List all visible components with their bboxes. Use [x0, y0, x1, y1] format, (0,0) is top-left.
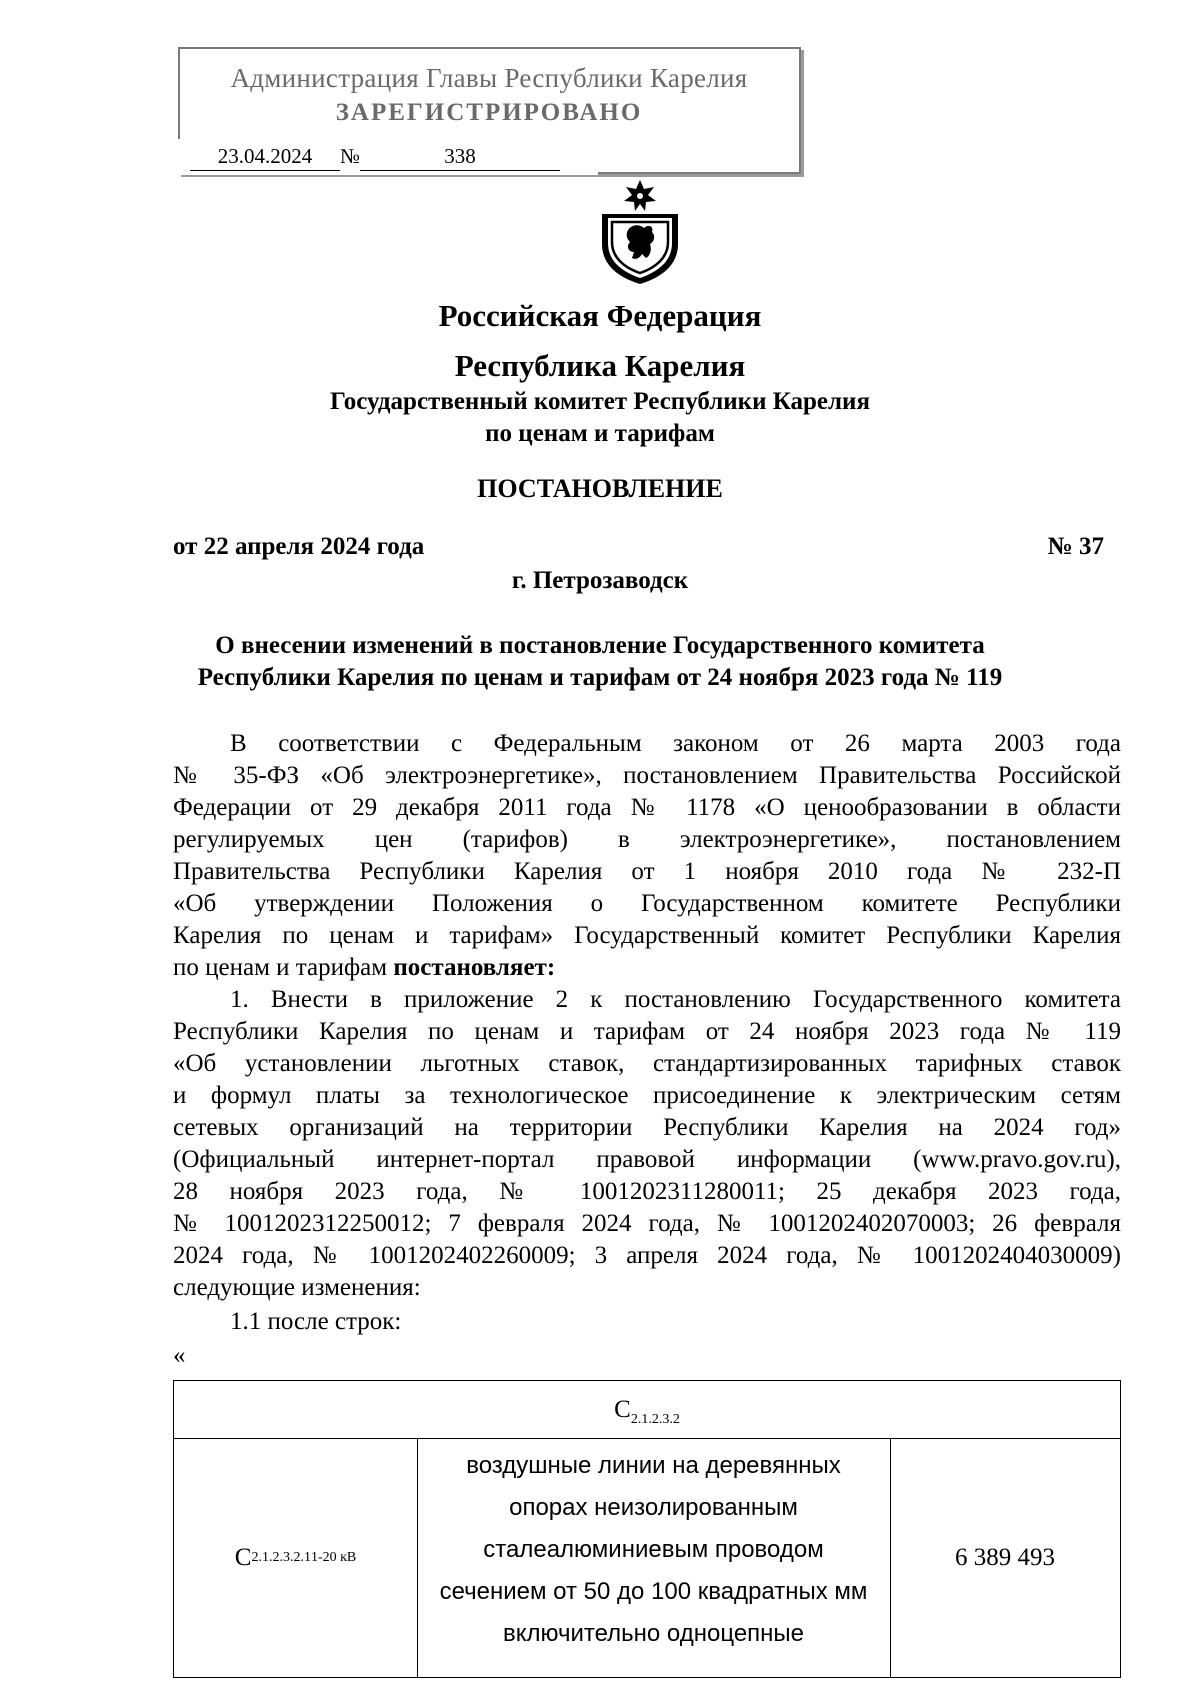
item1-line: Республики Карелия по ценам и тарифам от 24 ноября 2023 года № 119: [173, 1018, 1121, 1045]
table-header-row: $С_{2.1.2.3.2}$: [174, 1381, 1120, 1439]
federation-title: Российская Федерация: [438, 298, 762, 333]
table-cell-value: 6 389 493: [955, 1543, 1055, 1571]
table-cell-description: воздушные линии на деревянных опорах неизолированным сталеалюминиевым проводом сечением от 50 до 100 квадратных мм включительно одноцепные: [417, 1438, 891, 1677]
item1-line: 2024 года, № 1001202402260009; 3 апреля 2024 года, № 1001202404030009): [173, 1242, 1121, 1269]
document-date: от 22 апреля 2024 года: [173, 533, 425, 560]
stamp-date-line: [190, 144, 560, 171]
preamble-last-line: по ценам и тарифам постановляет:: [173, 954, 556, 981]
item1-line: (Официальный интернет-портал правовой информации (www.pravo.gov.ru),: [173, 1146, 1121, 1173]
committee-title-line2: по ценам и тарифам: [485, 420, 715, 447]
subject-line-2: Республики Карелия по ценам и тарифам от 24 ноября 2023 года № 119: [197, 664, 1003, 691]
item1-line: № 1001202312250012; 7 февраля 2024 года, № 1001202402070003; 26 февраля: [173, 1210, 1121, 1237]
rates-table: [173, 1380, 1121, 1678]
preamble-line: «Об утверждении Положения о Государственном комитете Республики: [173, 890, 1121, 917]
item1-line: и формул платы за технологическое присоединение к электрическим сетям: [173, 1082, 1121, 1109]
preamble-line: Карелия по ценам и тарифам» Государственный комитет Республики Карелия: [173, 922, 1121, 949]
preamble-line: регулируемых цен (тарифов) в электроэнергетике», постановлением: [173, 826, 1121, 853]
item1-last-line: следующие изменения:: [173, 1274, 421, 1301]
coat-of-arms-icon: [592, 178, 688, 286]
stamp-date: 23.04.2024: [190, 144, 340, 171]
resolves-word: постановляет:: [393, 954, 556, 981]
document-type: ПОСТАНОВЛЕНИЕ: [477, 474, 723, 503]
subject-line-1: О внесении изменений в постановление Государственного комитета: [215, 632, 985, 659]
item1-line: 28 ноября 2023 года, № 1001202311280011; 25 декабря 2023 года,: [173, 1178, 1121, 1205]
stamp-registered: ЗАРЕГИСТРИРОВАНО: [335, 99, 643, 126]
document-city: г. Петрозаводск: [511, 567, 689, 594]
preamble-line: Правительства Республики Карелия от 1 ноября 2010 года № 232-П: [173, 858, 1121, 885]
quote-open: «: [173, 1342, 186, 1369]
stamp-number-sign: №: [340, 144, 361, 168]
table-cell-code: С 2.1.2.3.2.1 1-20 кВ: [174, 1438, 418, 1677]
item1-line: 1. Внести в приложение 2 к постановлению Государственного комитета: [230, 986, 1121, 1013]
republic-title: Республика Карелия: [454, 348, 746, 383]
committee-title-line1: Государственный комитет Республики Карелия: [330, 388, 870, 415]
item1-1: 1.1 после строк:: [230, 1308, 402, 1335]
stamp-authority: Администрация Главы Республики Карелия: [230, 63, 748, 93]
item1-line: «Об установлении льготных ставок, стандартизированных тарифных ставок: [173, 1050, 1121, 1077]
document-number: № 37: [1047, 533, 1104, 560]
stamp-number: 338: [360, 144, 560, 171]
preamble-line: Федерации от 29 декабря 2011 года № 1178 «О ценообразовании в области: [173, 794, 1121, 821]
preamble-line: В соответствии с Федеральным законом от 26 марта 2003 года: [230, 730, 1121, 757]
preamble-line: № 35-ФЗ «Об электроэнергетике», постановлением Правительства Российской: [173, 762, 1121, 789]
registration-stamp: [178, 47, 800, 173]
item1-line: сетевых организаций на территории Республики Карелия на 2024 год»: [173, 1114, 1121, 1141]
